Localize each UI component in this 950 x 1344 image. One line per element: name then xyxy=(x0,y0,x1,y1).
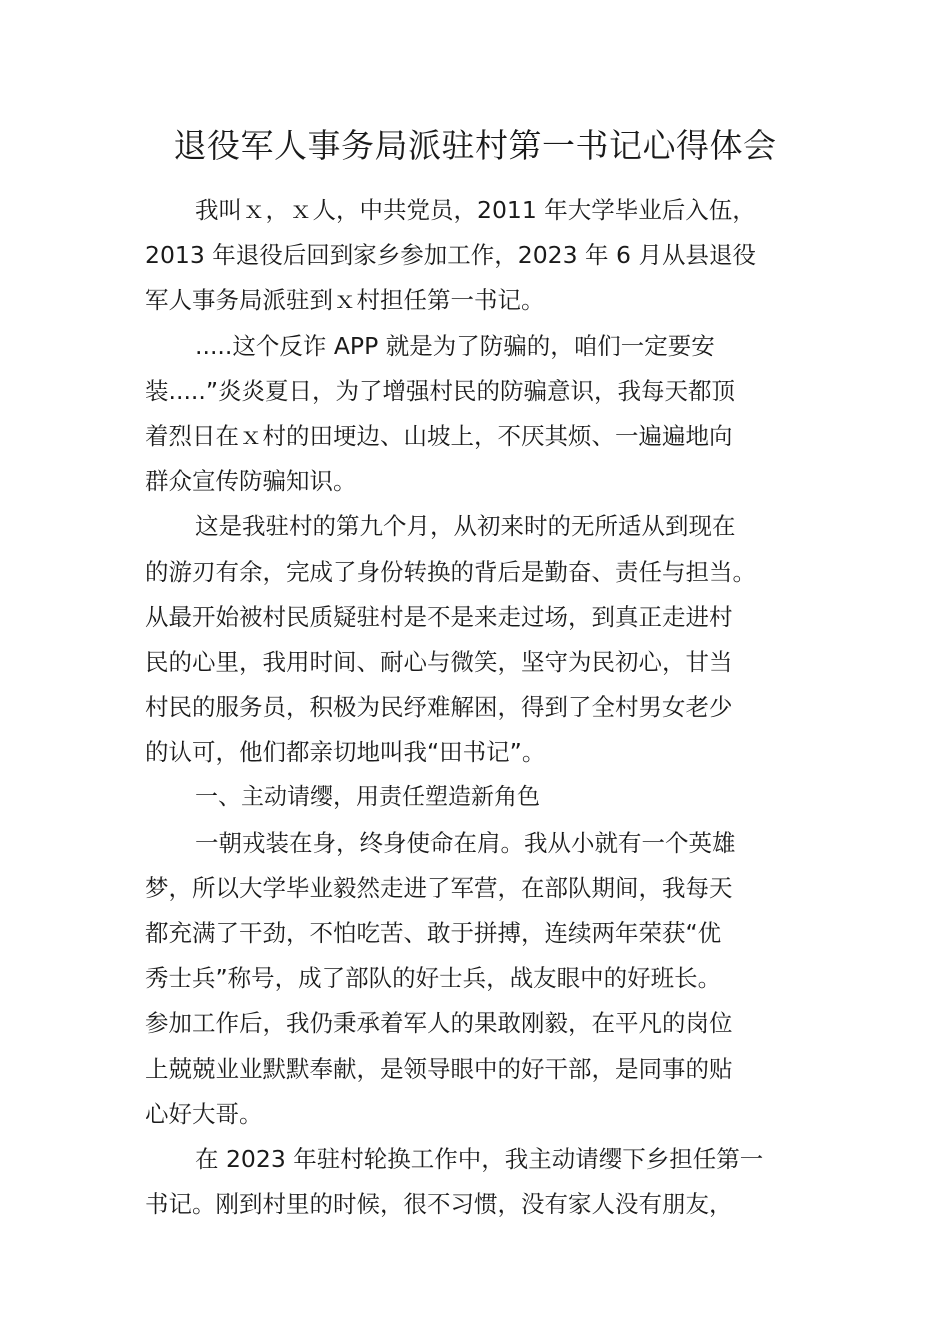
paragraph-line: 这是我驻村的第九个月，从初来时的无所适从到现在 xyxy=(195,512,736,541)
paragraph-line: 村民的服务员，积极为民纾难解困，得到了全村男女老少 xyxy=(145,693,733,722)
paragraph-line: 装.....”炎炎夏日，为了增强村民的防骗意识，我每天都顶 xyxy=(145,376,736,405)
paragraph-line: 我叫ｘ，ｘ人，中共党员，2011 年大学毕业后入伍， xyxy=(195,196,756,224)
document-title: 退役军人事务局派驻村第一书记心得体会 xyxy=(173,126,777,165)
paragraph-line: 2013 年退役后回到家乡参加工作，2023 年 6 月从县退役 xyxy=(145,241,756,270)
paragraph-line: 军人事务局派驻到ｘ村担任第一书记。 xyxy=(145,286,545,315)
document-body xyxy=(145,188,825,1227)
paragraph-line: 心好大哥。 xyxy=(145,1099,263,1128)
paragraph-line: 民的心里，我用时间、耐心与微笑，坚守为民初心，甘当 xyxy=(145,647,733,676)
paragraph-line: 参加工作后，我仍秉承着军人的果敢刚毅，在平凡的岗位 xyxy=(145,1009,733,1038)
paragraph-line: 在 2023 年驻村轮换工作中，我主动请缨下乡担任第一 xyxy=(195,1144,764,1173)
paragraph-line: 从最开始被村民质疑驻村是不是来走过场，到真正走进村 xyxy=(145,602,733,631)
paragraph-line: 上兢兢业业默默奉献，是领导眼中的好干部，是同事的贴 xyxy=(145,1054,733,1083)
paragraph-line: 一朝戎装在身，终身使命在肩。我从小就有一个英雄 xyxy=(195,828,736,857)
paragraph-line: 都充满了干劲，不怕吃苦、敢于拼搏，连续两年荣获“优 xyxy=(145,919,722,947)
section-heading: 一、主动请缨，用责任塑造新角色 xyxy=(195,784,540,811)
paragraph-line: 梦，所以大学毕业毅然走进了军营，在部队期间，我每天 xyxy=(145,873,733,902)
paragraph-line: .....这个反诈 APP 就是为了防骗的，咱们一定要安 xyxy=(195,331,715,360)
paragraph-line: 秀士兵”称号，成了部队的好士兵，战友眼中的好班长。 xyxy=(145,964,722,993)
paragraph-line: 书记。刚到村里的时候，很不习惯，没有家人没有朋友， xyxy=(145,1190,733,1219)
paragraph-line: 群众宣传防骗知识。 xyxy=(145,467,357,496)
paragraph-line: 着烈日在ｘ村的田埂边、山坡上，不厌其烦、一遍遍地向 xyxy=(145,421,733,450)
paragraph-line: 的认可，他们都亲切地叫我“田书记”。 xyxy=(145,738,546,767)
paragraph-line: 的游刃有余，完成了身份转换的背后是勤奋、责任与担当。 xyxy=(145,557,756,586)
